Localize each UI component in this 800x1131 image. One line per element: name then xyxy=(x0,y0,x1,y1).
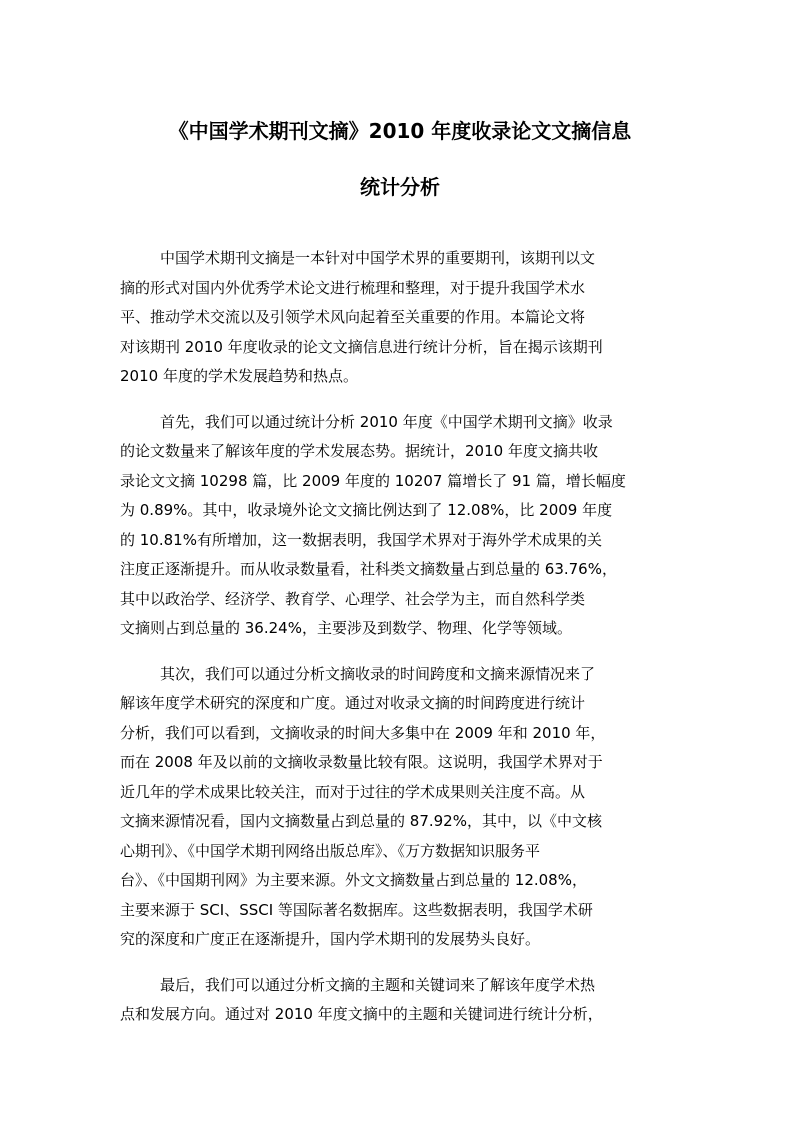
paragraph-line: 其中以政治学、经济学、教育学、心理学、社会学为主，而自然科学类 xyxy=(120,589,586,608)
paragraph-2 xyxy=(120,408,680,644)
paragraph-line: 为 0.89%。其中，收录境外论文文摘比例达到了 12.08%，比 2009 年度 xyxy=(120,501,613,519)
paragraph-line: 究的深度和广度正在逐渐提升，国内学术期刊的发展势头良好。 xyxy=(120,930,541,948)
paragraph-line: 文摘则占到总量的 36.24%，主要涉及到数学、物理、化学等领域。 xyxy=(120,619,572,637)
paragraph-line: 而在 2008 年及以前的文摘收录数量比较有限。这说明，我国学术界对于 xyxy=(120,753,603,771)
paragraph-line: 点和发展方向。通过对 2010 年度文摘中的主题和关键词进行统计分析， xyxy=(120,1005,603,1023)
paragraph-line: 中国学术期刊文摘是一本针对中国学术界的重要期刊，该期刊以文 xyxy=(160,249,596,267)
paragraph-line: 台》、《中国期刊网》为主要来源。外文文摘数量占到总量的 12.08%， xyxy=(120,871,587,889)
paragraph-line: 其次，我们可以通过分析文摘收录的时间跨度和文摘来源情况来了 xyxy=(160,664,596,683)
paragraph-line: 录论文文摘 10298 篇，比 2009 年度的 10207 篇增长了 91 篇，增长幅度 xyxy=(120,471,626,490)
document-title: 《中国学术期刊文摘》2010 年度收录论文文摘信息 xyxy=(168,119,632,143)
paragraph-line: 的论文数量来了解该年度的学术发展态势。据统计，2010 年度文摘共收 xyxy=(120,442,598,460)
paragraph-line: 对该期刊 2010 年度收录的论文文摘信息进行统计分析，旨在揭示该期刊 xyxy=(120,337,603,356)
paragraph-line: 最后，我们可以通过分析文摘的主题和关键词来了解该年度学术热 xyxy=(160,975,596,994)
paragraph-1 xyxy=(120,244,680,392)
paragraph-line: 2010 年度的学术发展趋势和热点。 xyxy=(120,367,358,385)
paragraph-line: 摘的形式对国内外优秀学术论文进行梳理和整理，对于提升我国学术水 xyxy=(120,278,586,297)
paragraph-line: 注度正逐渐提升。而从收录数量看，社科类文摘数量占到总量的 63.76%， xyxy=(120,560,617,578)
paragraph-line: 主要来源于 SCI、SSCI 等国际著名数据库。这些数据表明，我国学术研 xyxy=(120,900,593,919)
paragraph-line: 心期刊》、《中国学术期刊网络出版总库》、《万方数据知识服务平 xyxy=(120,841,541,860)
paragraph-line: 首先，我们可以通过统计分析 2010 年度《中国学术期刊文摘》收录 xyxy=(160,412,613,431)
paragraph-3 xyxy=(120,660,680,955)
document-title-continued: 统计分析 xyxy=(360,175,440,199)
paragraph-line: 近几年的学术成果比较关注，而对于过往的学术成果则关注度不高。从 xyxy=(120,782,586,801)
paragraph-line: 解该年度学术研究的深度和广度。通过对收录文摘的时间跨度进行统计 xyxy=(120,694,586,712)
paragraph-line: 的 10.81%有所增加，这一数据表明，我国学术界对于海外学术成果的关 xyxy=(120,530,602,549)
paragraph-line: 分析，我们可以看到，文摘收录的时间大多集中在 2009 年和 2010 年， xyxy=(120,723,606,742)
paragraph-line: 平、推动学术交流以及引领学术风向起着至关重要的作用。本篇论文将 xyxy=(120,308,586,326)
paragraph-line: 文摘来源情况看，国内文摘数量占到总量的 87.92%，其中，以《中文核 xyxy=(120,812,602,830)
paragraph-4 xyxy=(120,971,680,1030)
document-body xyxy=(120,244,680,1046)
